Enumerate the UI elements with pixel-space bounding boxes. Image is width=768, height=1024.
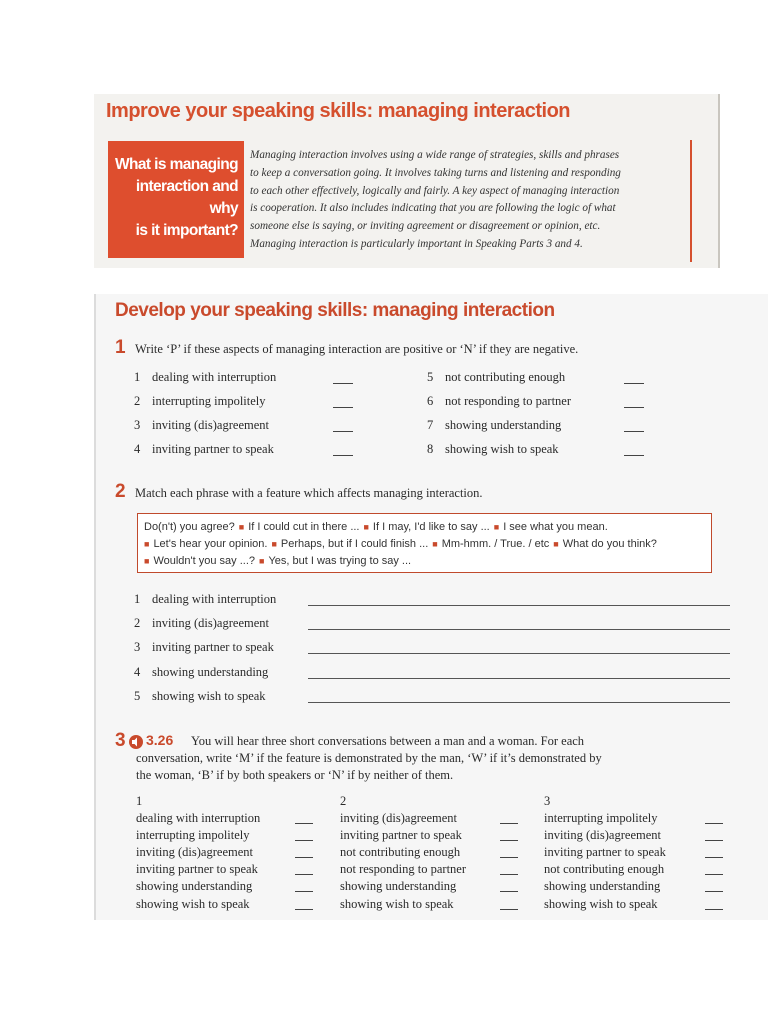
- phrase-row: [144, 553, 711, 570]
- answer-blank[interactable]: [333, 383, 353, 384]
- list-item: interrupting impolitely: [544, 811, 658, 825]
- answer-blank[interactable]: [705, 874, 723, 875]
- list-item: not contributing enough: [340, 845, 461, 859]
- answer-blank[interactable]: [624, 383, 644, 384]
- exercise-instruction: Match each phrase with a feature which affects managing interaction.: [135, 486, 483, 500]
- list-item: interrupting impolitely: [136, 828, 250, 842]
- answer-blank[interactable]: [500, 823, 518, 824]
- bullet-icon: ■: [553, 539, 559, 549]
- audio-icon: [129, 733, 143, 751]
- intro-line: to each other effectively, logically and fairly. A key aspect of managing interaction: [250, 184, 620, 197]
- list-item: inviting (dis)agreement: [340, 811, 457, 825]
- bullet-icon: ■: [238, 522, 245, 532]
- column-heading: 3: [544, 794, 551, 808]
- bullet-icon: ■: [259, 556, 265, 566]
- intro-line: someone else is saying, or inviting agreement or disagreement or opinion, etc.: [250, 220, 601, 233]
- phrase-row: [144, 536, 711, 553]
- list-item: showing understanding: [544, 879, 661, 893]
- phrase: What do you think?: [562, 538, 657, 550]
- answer-blank[interactable]: [705, 857, 723, 858]
- list-item: 8 showing wish to speak: [427, 442, 559, 456]
- answer-blank[interactable]: [624, 455, 644, 456]
- answer-line[interactable]: [308, 653, 730, 654]
- answer-blank[interactable]: [500, 840, 518, 841]
- phrase: Do(n't) you agree?: [144, 521, 235, 533]
- bullet-icon: ■: [144, 539, 150, 549]
- phrase: Perhaps, but if I could finish ...: [280, 538, 429, 550]
- answer-line[interactable]: [308, 629, 730, 630]
- list-item: inviting partner to speak: [544, 845, 666, 859]
- bullet-icon: ■: [432, 539, 438, 549]
- audio-track[interactable]: [124, 730, 182, 752]
- section-title: Develop your speaking skills: managing interaction: [115, 300, 555, 321]
- phrase: I see what you mean.: [503, 521, 608, 533]
- answer-blank[interactable]: [500, 909, 518, 910]
- list-item: showing understanding: [340, 879, 457, 893]
- list-item: dealing with interruption: [136, 811, 261, 825]
- answer-blank[interactable]: [333, 431, 353, 432]
- answer-blank[interactable]: [705, 823, 723, 824]
- answer-blank[interactable]: [333, 407, 353, 408]
- column-heading: 2: [340, 794, 347, 808]
- list-item: 7 showing understanding: [427, 418, 562, 432]
- page-title: Improve your speaking skills: managing interaction: [106, 100, 571, 122]
- exercise-number: 2: [115, 481, 126, 502]
- exercise-number: 1: [115, 337, 126, 358]
- track-number: 3.26: [146, 732, 174, 748]
- answer-blank[interactable]: [295, 840, 313, 841]
- answer-blank[interactable]: [624, 407, 644, 408]
- list-item: 3 inviting partner to speak: [134, 640, 274, 654]
- answer-line[interactable]: [308, 702, 730, 703]
- phrase-box: [137, 513, 712, 573]
- list-item: 4 inviting partner to speak: [134, 442, 274, 456]
- exercise-instruction-line: the woman, ‘B’ if by both speakers or ‘N’ if by neither of them.: [136, 768, 454, 782]
- list-item: inviting partner to speak: [136, 862, 258, 876]
- phrase-row: [144, 519, 711, 536]
- answer-line[interactable]: [308, 605, 730, 606]
- bullet-icon: ■: [363, 522, 369, 532]
- answer-blank[interactable]: [333, 455, 353, 456]
- list-item: showing wish to speak: [544, 897, 658, 911]
- list-item: not responding to partner: [340, 862, 467, 876]
- intro-panel: [94, 94, 720, 268]
- list-item: 6 not responding to partner: [427, 394, 572, 408]
- intro-line: Managing interaction is particularly important in Speaking Parts 3 and 4.: [250, 237, 583, 250]
- intro-text: [250, 147, 690, 254]
- list-item: inviting (dis)agreement: [136, 845, 253, 859]
- bullet-icon: ■: [271, 539, 277, 549]
- question-box: [108, 141, 244, 258]
- accent-bar: [690, 140, 692, 262]
- phrase: Yes, but I was trying to say ...: [268, 555, 412, 567]
- list-item: showing wish to speak: [340, 897, 454, 911]
- list-item: 1 dealing with interruption: [134, 592, 277, 606]
- list-item: 5 not contributing enough: [427, 370, 566, 384]
- answer-blank[interactable]: [705, 840, 723, 841]
- list-item: 3 inviting (dis)agreement: [134, 418, 269, 432]
- question-line: interaction and why: [135, 178, 238, 217]
- list-item: inviting (dis)agreement: [544, 828, 661, 842]
- answer-blank[interactable]: [500, 857, 518, 858]
- exercise-instruction: Write ‘P’ if these aspects of managing interaction are positive or ‘N’ if they are negative.: [135, 342, 579, 356]
- answer-line[interactable]: [308, 678, 730, 679]
- exercise-instruction-line: conversation, write ‘M’ if the feature is demonstrated by the man, ‘W’ if it’s demonstrated by: [136, 751, 602, 765]
- intro-line: is cooperation. It also includes indicating that you are following the logic of what: [250, 202, 616, 215]
- answer-blank[interactable]: [705, 909, 723, 910]
- list-item: showing understanding: [136, 879, 253, 893]
- phrase: Wouldn't you say ...?: [153, 555, 255, 567]
- answer-blank[interactable]: [500, 874, 518, 875]
- list-item: not contributing enough: [544, 862, 665, 876]
- answer-blank[interactable]: [705, 891, 723, 892]
- bullet-icon: ■: [144, 556, 150, 566]
- list-item: 1 dealing with interruption: [134, 370, 277, 384]
- phrase: If I could cut in there ...: [248, 521, 360, 533]
- phrase: If I may, I'd like to say ...: [372, 521, 490, 533]
- answer-blank[interactable]: [295, 891, 313, 892]
- bullet-icon: ■: [493, 522, 500, 532]
- phrase: Mm-hmm. / True. / etc: [441, 538, 550, 550]
- exercise-panel: [94, 294, 768, 920]
- answer-blank[interactable]: [295, 874, 313, 875]
- answer-blank[interactable]: [624, 431, 644, 432]
- phrase: Let's hear your opinion.: [153, 538, 268, 550]
- answer-blank[interactable]: [295, 823, 313, 824]
- intro-line: Managing interaction involves using a wide range of strategies, skills and phrases: [250, 149, 620, 161]
- answer-blank[interactable]: [500, 891, 518, 892]
- column-heading: 1: [136, 794, 143, 808]
- answer-blank[interactable]: [295, 857, 313, 858]
- list-item: inviting partner to speak: [340, 828, 462, 842]
- list-item: showing wish to speak: [136, 897, 250, 911]
- list-item: 2 interrupting impolitely: [134, 394, 266, 408]
- question-line: is it important?: [135, 222, 238, 239]
- exercise-instruction-line: You will hear three short conversations between a man and a woman. For each: [191, 734, 585, 748]
- list-item: 2 inviting (dis)agreement: [134, 616, 269, 630]
- list-item: 4 showing understanding: [134, 665, 269, 679]
- question-line: What is managing: [114, 156, 238, 173]
- intro-line: to keep a conversation going. It involves taking turns and listening and responding: [250, 166, 621, 179]
- exercise-number: 3: [115, 730, 126, 751]
- answer-blank[interactable]: [295, 909, 313, 910]
- list-item: 5 showing wish to speak: [134, 689, 266, 703]
